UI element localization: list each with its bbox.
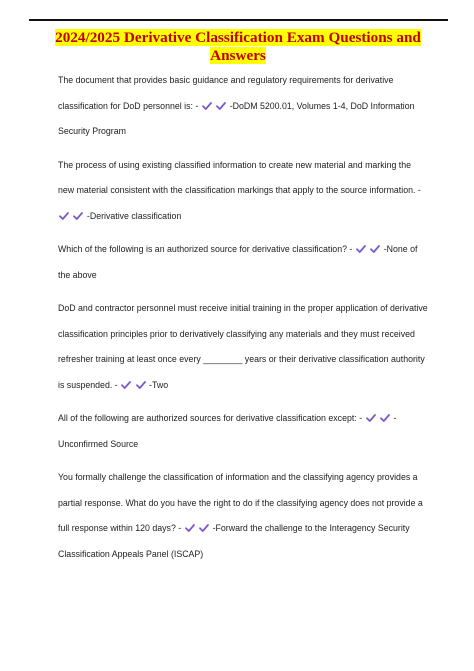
check-icon <box>136 381 146 389</box>
check-icon <box>356 245 366 253</box>
qa-item <box>58 296 428 398</box>
title-block <box>40 29 436 65</box>
check-icon <box>366 414 376 422</box>
qa-item <box>58 68 428 145</box>
question-text: All of the following are authorized sources for derivative classification except: - <box>58 413 363 423</box>
question-text: DoD and contractor personnel must receive initial training in the proper application of derivative classification principles prior to derivatively classifying any materials and they must received refresher training at least once every ________ years or their derivative classification authority is suspended. - <box>58 303 428 390</box>
check-icon <box>59 212 69 220</box>
qa-list <box>58 68 428 575</box>
check-icon <box>73 212 83 220</box>
check-icon <box>370 245 380 253</box>
check-icon <box>185 524 195 532</box>
answer-text: -Unconfirmed Source <box>58 413 397 449</box>
question-text: You formally challenge the classification of information and the classifying agency provides a partial response. What do you have the right to do if the classifying agency does not provide a full response within 120 days? - <box>58 472 423 533</box>
top-divider <box>29 19 448 21</box>
question-text: The process of using existing classified information to create new material and marking the new material consistent with the classification markings that apply to the source information. - <box>58 159 421 195</box>
question-text: The document that provides basic guidance and regulatory requirements for derivative classification for DoD personnel is: - <box>58 75 394 111</box>
check-icon <box>216 102 226 110</box>
answer-text: -None of the above <box>58 244 418 280</box>
answer-text: -Derivative classification <box>86 210 182 221</box>
qa-item <box>58 153 428 230</box>
answer-text: -Forward the challenge to the Interagency Security Classification Appeals Panel (ISCAP) <box>58 523 410 559</box>
check-icon <box>202 102 212 110</box>
document-title: 2024/2025 Derivative Classification Exam Questions and Answers <box>55 29 421 64</box>
qa-item <box>58 237 428 288</box>
check-icon <box>121 381 131 389</box>
qa-item <box>58 465 428 567</box>
check-icon <box>199 524 209 532</box>
question-text: Which of the following is an authorized source for derivative classification? - <box>58 244 353 254</box>
qa-item <box>58 406 428 457</box>
check-icon <box>380 414 390 422</box>
answer-text: -DoDM 5200.01, Volumes 1-4, DoD Information Security Program <box>58 100 415 136</box>
answer-text: -Two <box>149 379 169 390</box>
